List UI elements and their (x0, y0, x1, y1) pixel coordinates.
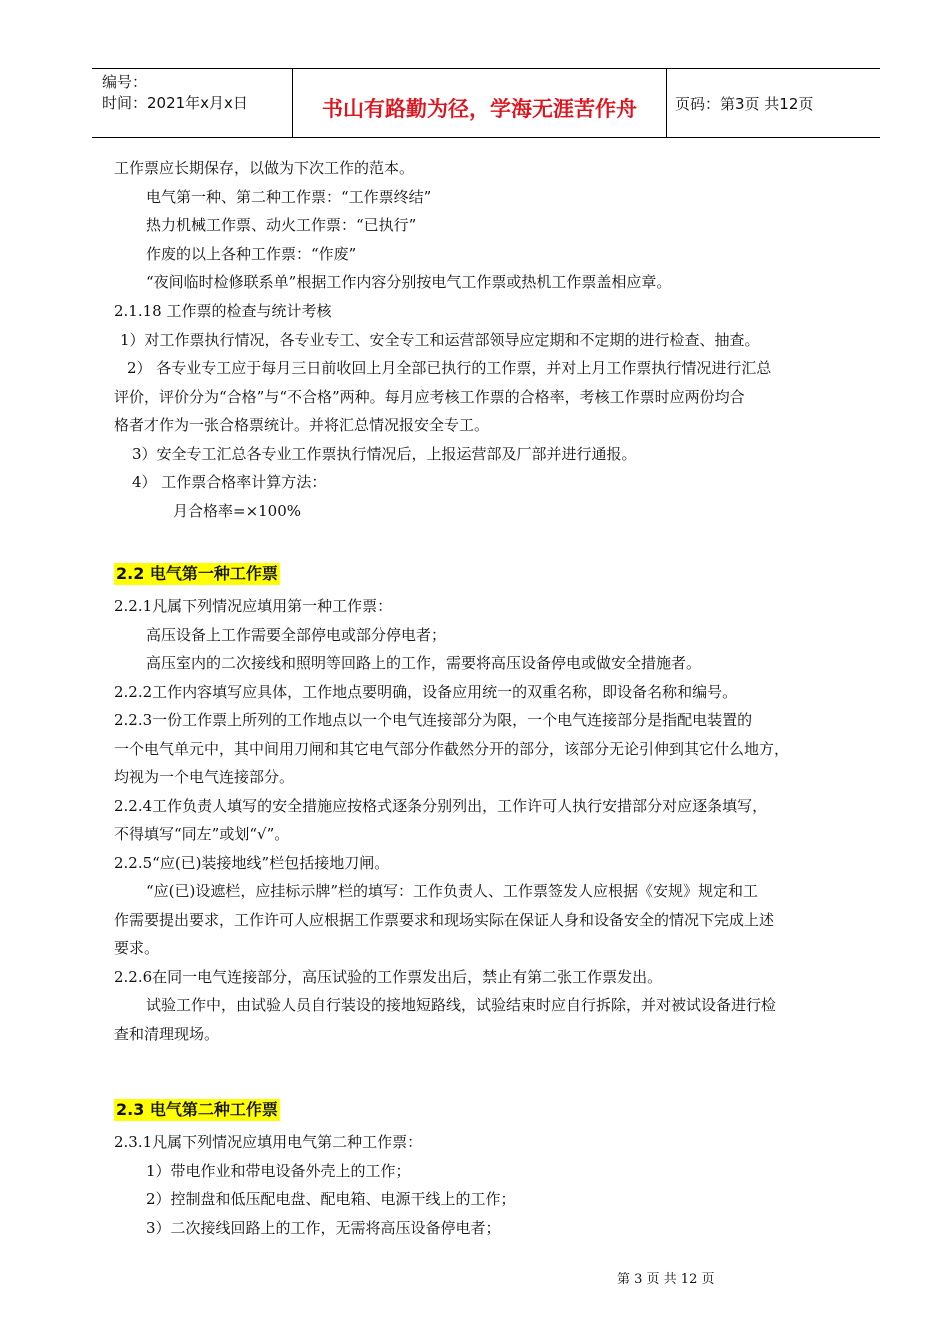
body-line: 要求。 (114, 939, 160, 957)
body-line: 工作票应长期保存，以做为下次工作的范本。 (114, 159, 415, 177)
body-line: 3）二次接线回路上的工作，无需将高压设备停电者； (146, 1219, 501, 1237)
body-line: 2） 各专业专工应于每月三日前收回上月全部已执行的工作票，并对上月工作票执行情况进行汇总 (127, 359, 772, 377)
body-line: 作需要提出要求，工作许可人应根据工作票要求和现场实际在保证人身和设备安全的情况下完成上述 (114, 911, 775, 929)
body-line: 2.2.3一份工作票上所列的工作地点以一个电气连接部分为限，一个电气连接部分是指配电装置的 (114, 711, 753, 729)
section-heading-2-3: 2.3 电气第二种工作票 (116, 1100, 278, 1119)
body-line: 评价，评价分为“合格”与“不合格”两种。每月应考核工作票的合格率，考核工作票时应两份均合 (114, 388, 745, 406)
document-time-label: 时间：2021年x月x日 (102, 94, 248, 112)
body-line: 格者才作为一张合格票统计。并将汇总情况报安全专工。 (114, 416, 490, 434)
section-heading-2-2: 2.2 电气第一种工作票 (116, 564, 278, 583)
body-line: 热力机械工作票、动火工作票：“已执行” (146, 216, 417, 234)
section-subheading: 2.1.18 工作票的检查与统计考核 (114, 302, 332, 320)
footer-page-number: 第 3 页 共 12 页 (617, 1272, 715, 1287)
header-motto-cell (293, 69, 667, 137)
body-line: 2.2.6在同一电气连接部分，高压试验的工作票发出后，禁止有第二张工作票发出。 (114, 968, 663, 986)
body-line: 查和清理现场。 (114, 1025, 220, 1043)
formula-line: 月合格率=×100% (173, 502, 302, 520)
document-number-label: 编号： (102, 73, 148, 91)
body-line: 高压室内的二次接线和照明等回路上的工作，需要将高压设备停电或做安全措施者。 (146, 654, 702, 672)
body-line: 2.2.4工作负责人填写的安全措施应按格式逐条分别列出，工作许可人执行安措部分对应逐条填写， (114, 797, 768, 815)
body-line: 一个电气单元中，其中间用刀闸和其它电气部分作截然分开的部分，该部分无论引伸到其它什么地方， (114, 740, 790, 758)
body-line: 试验工作中，由试验人员自行装设的接地短路线，试验结束时应自行拆除，并对被试设备进行检 (146, 996, 777, 1014)
body-line: 3）安全专工汇总各专业工作票执行情况后，上报运营部及厂部并进行通报。 (132, 445, 637, 463)
page-header (92, 68, 880, 138)
header-page-cell (667, 69, 880, 137)
header-page-number: 页码：第3页 共12页 (675, 95, 814, 113)
body-line: 电气第一种、第二种工作票：“工作票终结” (146, 188, 432, 206)
header-motto: 书山有路勤为径，学海无涯苦作舟 (322, 97, 637, 121)
body-line: “应(已)设遮栏，应挂标示牌”栏的填写：工作负责人、工作票签发人应根据《安规》规定和工 (146, 882, 759, 900)
body-line: 2.2.5“应(已)装接地线”栏包括接地刀闸。 (114, 854, 390, 872)
body-line: 2.2.1凡属下列情况应填用第一种工作票： (114, 597, 393, 615)
body-line: “夜间临时检修联系单”根据工作内容分别按电气工作票或热机工作票盖相应章。 (146, 273, 672, 291)
body-line: 1）带电作业和带电设备外壳上的工作； (146, 1162, 411, 1180)
body-line: 均视为一个电气连接部分。 (114, 768, 295, 786)
header-meta-cell (92, 69, 293, 137)
body-line: 作废的以上各种工作票：“作废” (146, 245, 357, 263)
body-line: 高压设备上工作需要全部停电或部分停电者； (146, 626, 447, 644)
body-line: 2）控制盘和低压配电盘、配电箱、电源干线上的工作； (146, 1190, 516, 1208)
body-line: 不得填写“同左”或划“√”。 (114, 825, 290, 843)
body-line: 2.3.1凡属下列情况应填用电气第二种工作票： (114, 1133, 423, 1151)
body-line: 2.2.2工作内容填写应具体，工作地点要明确，设备应用统一的双重名称，即设备名称和编号。 (114, 683, 738, 701)
body-line: 1）对工作票执行情况，各专业专工、安全专工和运营部领导应定期和不定期的进行检查、抽查。 (120, 331, 760, 349)
body-line: 4） 工作票合格率计算方法： (132, 473, 327, 491)
